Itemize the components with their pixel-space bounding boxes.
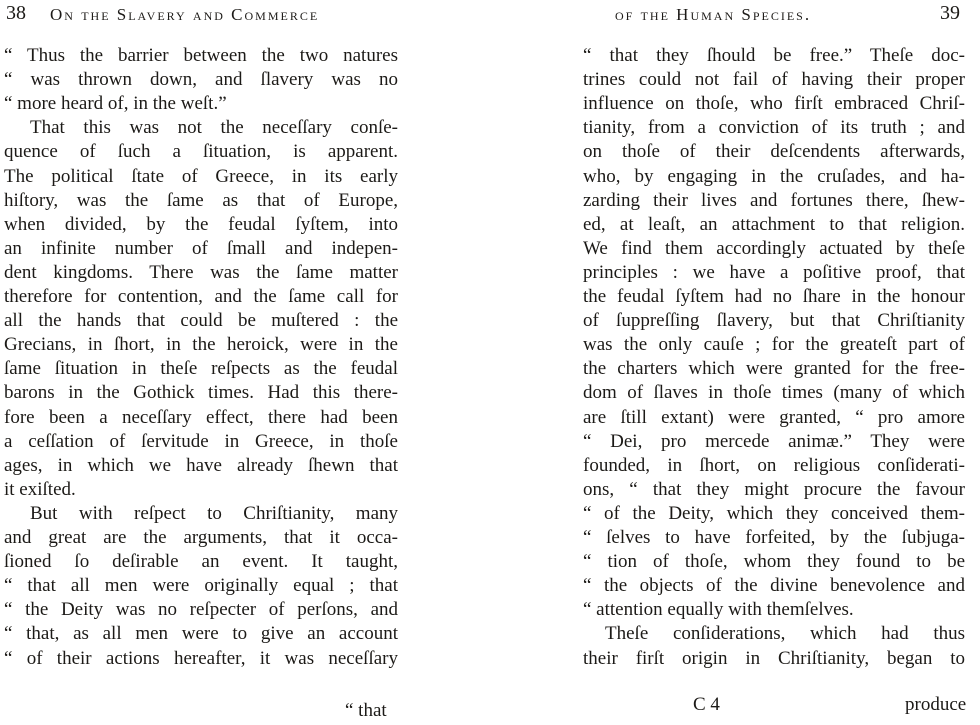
text-line: “ more heard of, in the weſt.” (4, 93, 227, 115)
text-line: The political ſtate of Greece, in its early (4, 165, 398, 187)
left-catchword: “ that (345, 700, 387, 721)
text-line: all the hands that could be muſtered : the (4, 310, 398, 332)
text-line: ſioned ſo deſirable an event. It taught, (4, 551, 398, 573)
text-line: That this was not the neceſſary conſe- (30, 117, 398, 139)
text-line: when divided, by the feudal ſyſtem, into (4, 213, 398, 235)
text-line: “ the objects of the divine benevolence and (583, 575, 965, 597)
text-line: founded, in ſhort, on religious conſiderati- (583, 454, 965, 476)
text-line: trines could not fail of having their proper (583, 69, 965, 91)
text-line: “ that they ſhould be free.” Theſe doc- (583, 45, 965, 66)
text-line: fore been a neceſſary effect, there had been (4, 406, 398, 428)
right-page (490, 0, 980, 725)
text-line: ed, at leaſt, an attachment to that religion. (583, 213, 965, 235)
text-line: dom of ſlaves in thoſe times (many of which (583, 382, 965, 404)
text-line: ages, in which we have already ſhewn that (4, 454, 398, 476)
text-line: “ Dei, pro mercede animæ.” They were (583, 430, 965, 452)
text-line: of ſuppreſſing ſlavery, but that Chriſtianity (583, 310, 965, 332)
text-line: principles : we have a poſitive proof, that (583, 261, 965, 283)
left-page-number: 38 (6, 2, 26, 24)
text-line: Theſe conſiderations, which had thus (605, 623, 965, 645)
text-line: therefore for contention, and the ſame call for (4, 286, 398, 307)
text-line: ſame ſituation in theſe reſpects as the feudal (4, 358, 398, 380)
right-catchword: produce (905, 694, 967, 715)
text-line: Grecians, in ſhort, in the heroick, were in the (4, 334, 398, 356)
text-line: was the only cauſe ; for the greateſt part of (583, 334, 965, 356)
text-line: zarding their lives and fortunes there, ſhew- (583, 189, 965, 211)
text-line: “ that all men were originally equal ; that (4, 575, 398, 597)
text-line: “ the Deity was no reſpecter of perſons, and (4, 599, 398, 621)
text-line: a ceſſation of ſervitude in Greece, in thoſe (4, 430, 398, 452)
text-line: “ Thus the barrier between the two natures (4, 45, 398, 66)
text-line: on thoſe of their deſcendents afterwards, (583, 141, 965, 163)
text-line: hiſtory, was the ſame as that of Europe, (4, 189, 398, 211)
text-line: “ of the Deity, which they conceived them- (583, 502, 965, 524)
signature-mark: C 4 (693, 694, 720, 715)
right-header (490, 2, 980, 30)
text-line: it exiſted. (4, 478, 76, 500)
text-line: quence of ſuch a ſituation, is apparent. (4, 141, 398, 163)
text-line: But with reſpect to Chriſtianity, many (30, 502, 398, 524)
text-line: “ that, as all men were to give an account (4, 623, 398, 645)
text-line: an infinite number of ſmall and indepen- (4, 237, 398, 259)
text-line: are ſtill extant) were granted, “ pro amore (583, 406, 965, 428)
left-running-head: On the Slavery and Commerce (50, 5, 320, 24)
text-line: the feudal ſyſtem had no ſhare in the honour (583, 286, 965, 307)
text-line: “ attention equally with themſelves. (583, 599, 854, 621)
right-page-number: 39 (940, 2, 960, 24)
text-line: “ of their actions hereafter, it was neceſſary (4, 647, 398, 669)
text-line: who, by engaging in the cruſades, and ha- (583, 165, 965, 187)
text-line: tianity, from a conviction of its truth ; and (583, 117, 965, 139)
text-line: “ tion of thoſe, whom they found to be (583, 551, 965, 573)
text-line: influence on thoſe, who firſt embraced Chriſ- (583, 93, 965, 115)
text-line: “ ſelves to have forfeited, by the ſubjuga- (583, 527, 965, 548)
text-line: dent kingdoms. There was the ſame matter (4, 261, 398, 283)
text-line: their firſt origin in Chriſtianity, began to (583, 647, 965, 669)
text-line: We find them accordingly actuated by theſe (583, 237, 965, 259)
text-line: the charters which were granted for the free- (583, 358, 965, 380)
text-line: barons in the Gothick times. Had this there- (4, 382, 398, 404)
text-line: and great are the arguments, that it occa- (4, 527, 398, 548)
right-running-head: of the Human Species. (615, 5, 812, 24)
text-line: “ was thrown down, and ſlavery was no (4, 69, 398, 91)
text-line: ons, “ that they might procure the favour (583, 478, 965, 500)
left-header (6, 2, 486, 30)
